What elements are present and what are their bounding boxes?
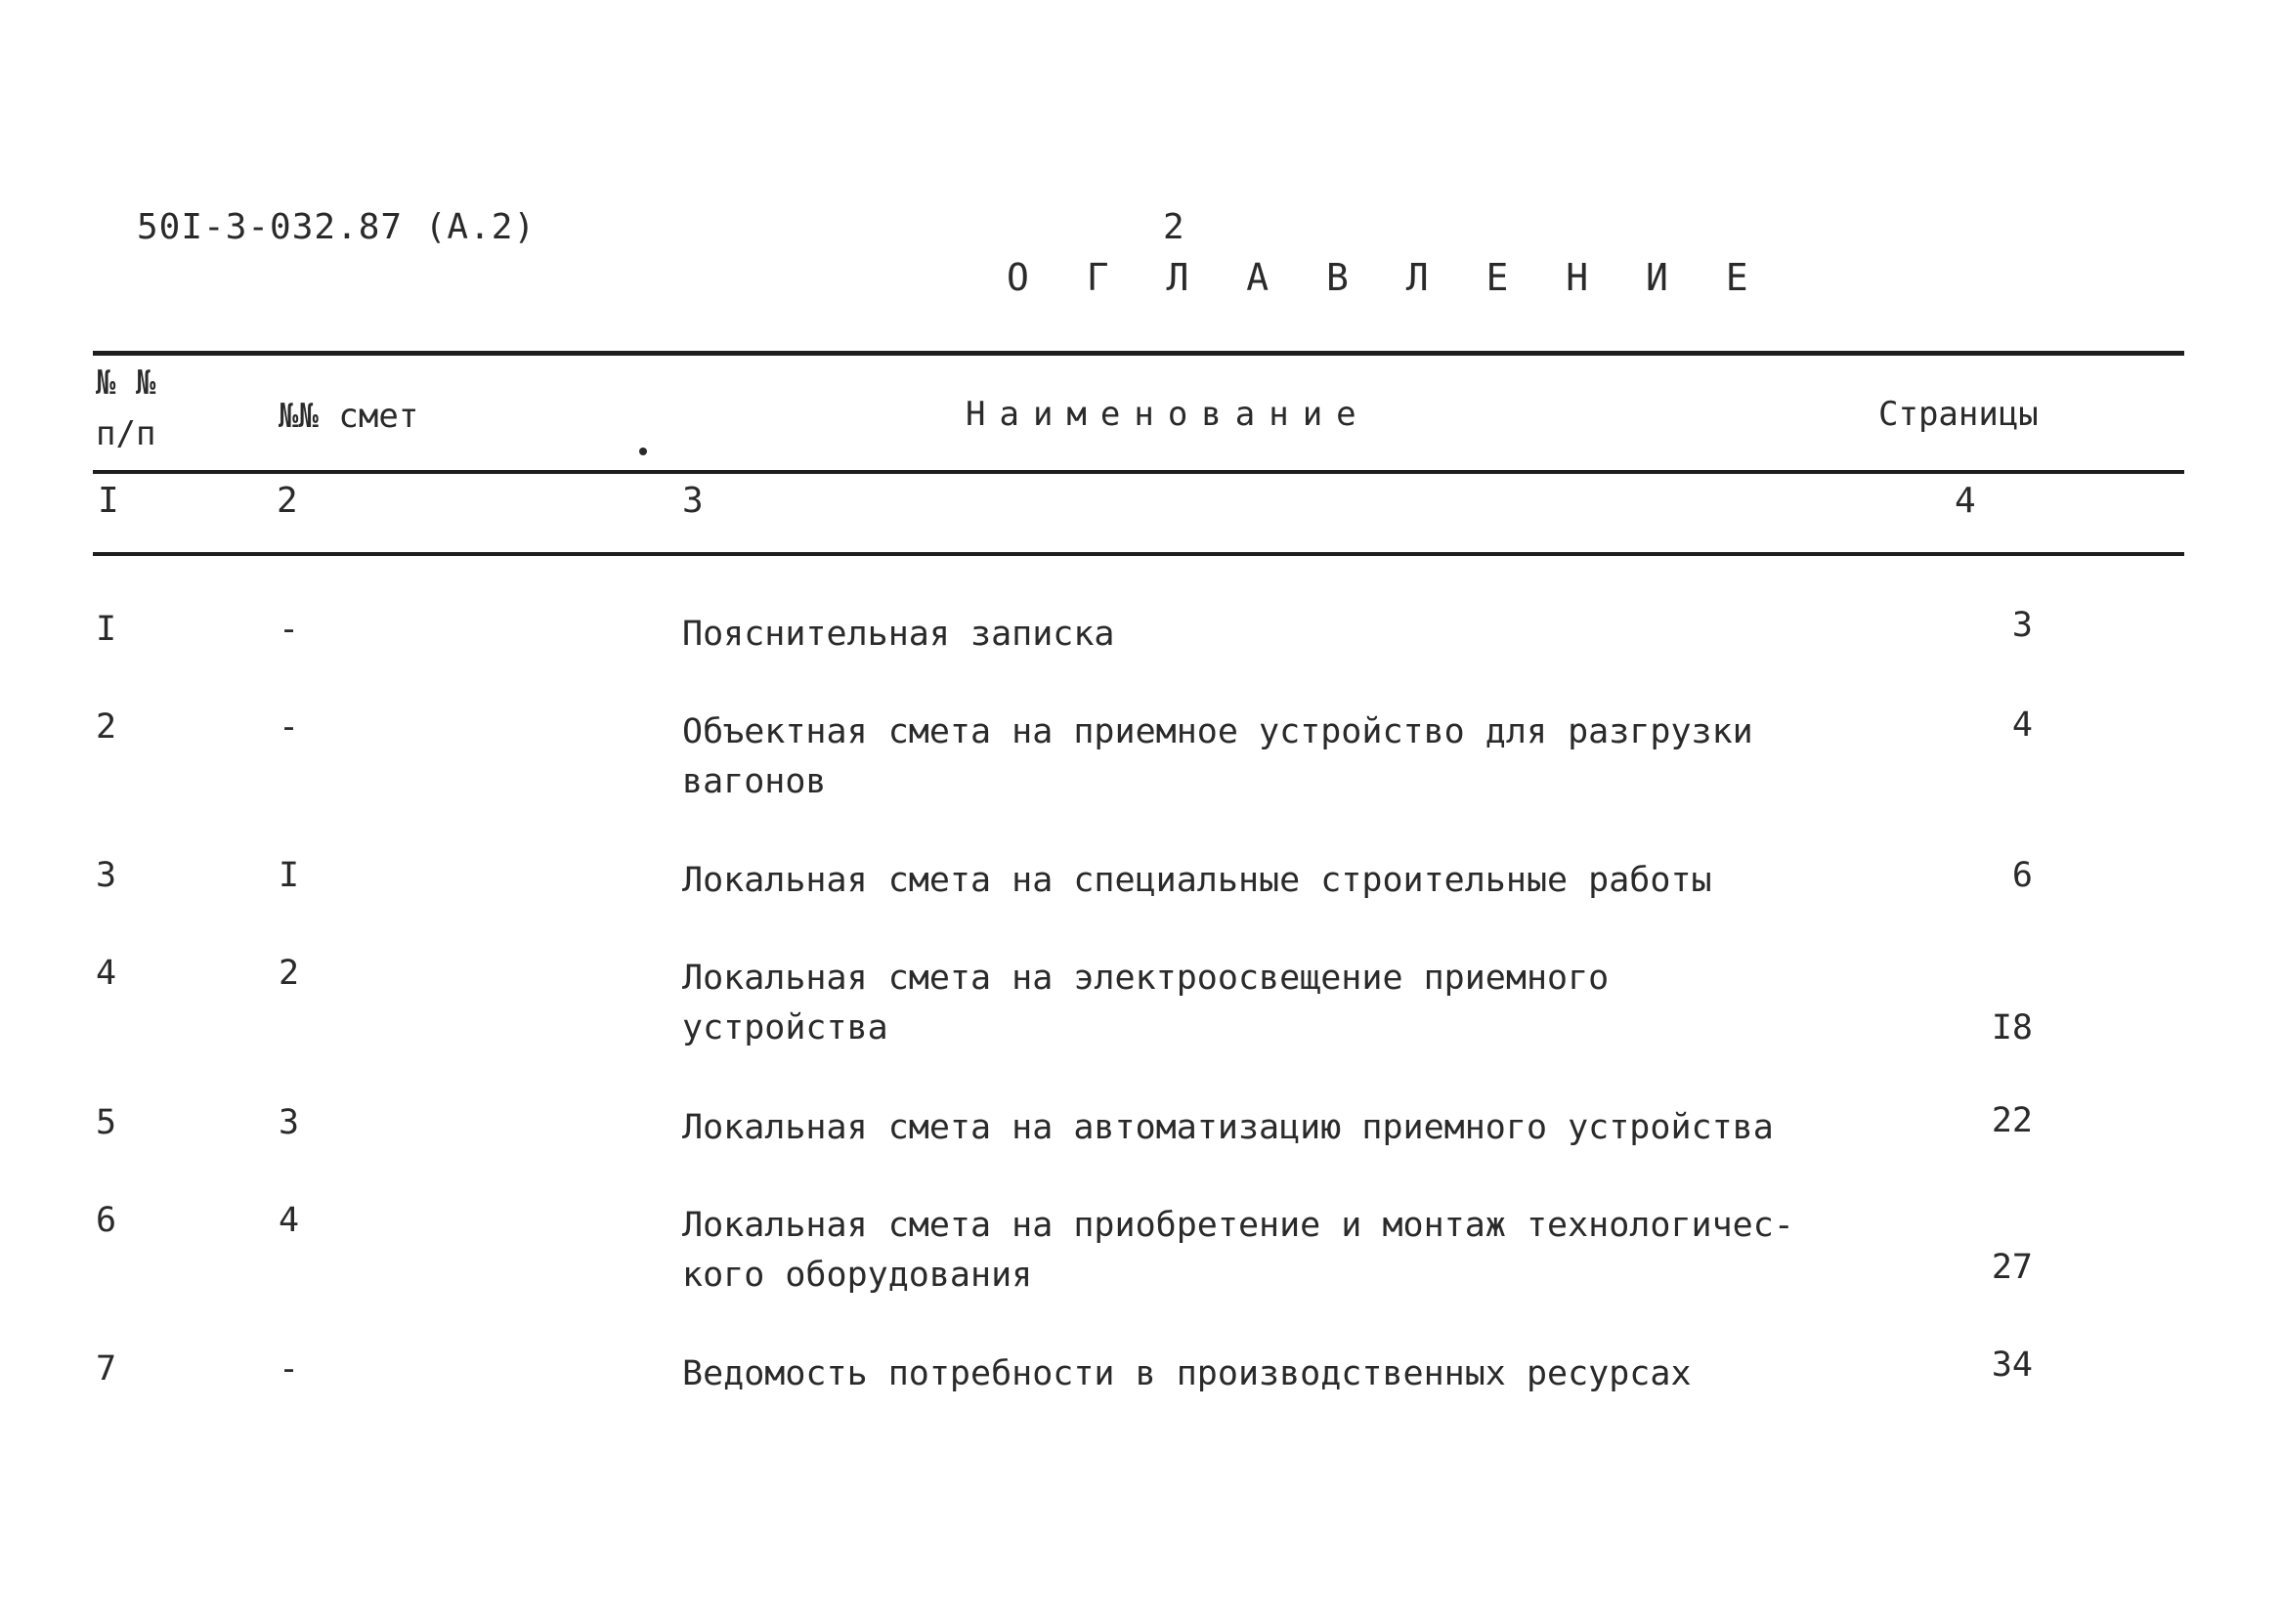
table-body-rule [93, 552, 2184, 556]
toc-title: О Г Л А В Л Е Н И Е [1007, 256, 1766, 299]
row-title: Локальная смета на автоматизацию приемного устройства [682, 1108, 1774, 1147]
row-title: Локальная смета на приобретение и монтаж технологичес- кого оборудования [682, 1206, 1794, 1295]
row-page: 6 [2011, 856, 2033, 895]
row-page: I8 [1991, 1008, 2033, 1047]
row-title: Локальная смета на специальные строительные работы [682, 861, 1712, 900]
row-title: Объектная смета на приемное устройство для разгрузки вагонов [682, 712, 1753, 801]
column-number-4: 4 [1955, 481, 1976, 521]
column-number-3: 3 [682, 481, 704, 521]
header-name: Наименование [966, 395, 1370, 434]
row-number: 3 [96, 856, 117, 895]
column-number-1: I [98, 481, 119, 521]
document-code: 50I-3-032.87 (А.2) [137, 207, 537, 247]
row-number: 4 [96, 954, 117, 993]
row-estimate-number: 2 [279, 954, 300, 993]
row-page: 34 [1991, 1346, 2033, 1385]
row-title: Локальная смета на электроосвещение приемного устройства [682, 959, 1610, 1047]
row-number: I [96, 610, 117, 649]
row-number: 7 [96, 1349, 117, 1389]
header-divider-rule [93, 470, 2184, 474]
row-estimate-number: 3 [279, 1103, 300, 1142]
row-title: Пояснительная записка [682, 615, 1115, 654]
table-top-rule [93, 351, 2184, 356]
row-page: 22 [1991, 1101, 2033, 1140]
column-number-2: 2 [277, 481, 298, 521]
header-pages: Страницы [1878, 395, 2039, 434]
header-smet: №№ смет [279, 397, 419, 436]
row-estimate-number: 4 [279, 1201, 300, 1240]
row-estimate-number: - [279, 1349, 300, 1389]
row-page: 4 [2011, 705, 2033, 745]
row-estimate-number: - [279, 610, 300, 649]
stray-dot [639, 448, 647, 455]
row-estimate-number: - [279, 707, 300, 747]
row-page: 27 [1991, 1248, 2033, 1287]
row-estimate-number: I [279, 856, 300, 895]
row-number: 6 [96, 1201, 117, 1240]
header-num-line1: № № [96, 363, 156, 403]
row-title: Ведомость потребности в производственных ресурсах [682, 1354, 1692, 1393]
page-number: 2 [1163, 207, 1184, 247]
row-page: 3 [2011, 606, 2033, 645]
header-num-line2: п/п [96, 414, 156, 453]
row-number: 2 [96, 707, 117, 747]
row-number: 5 [96, 1103, 117, 1142]
